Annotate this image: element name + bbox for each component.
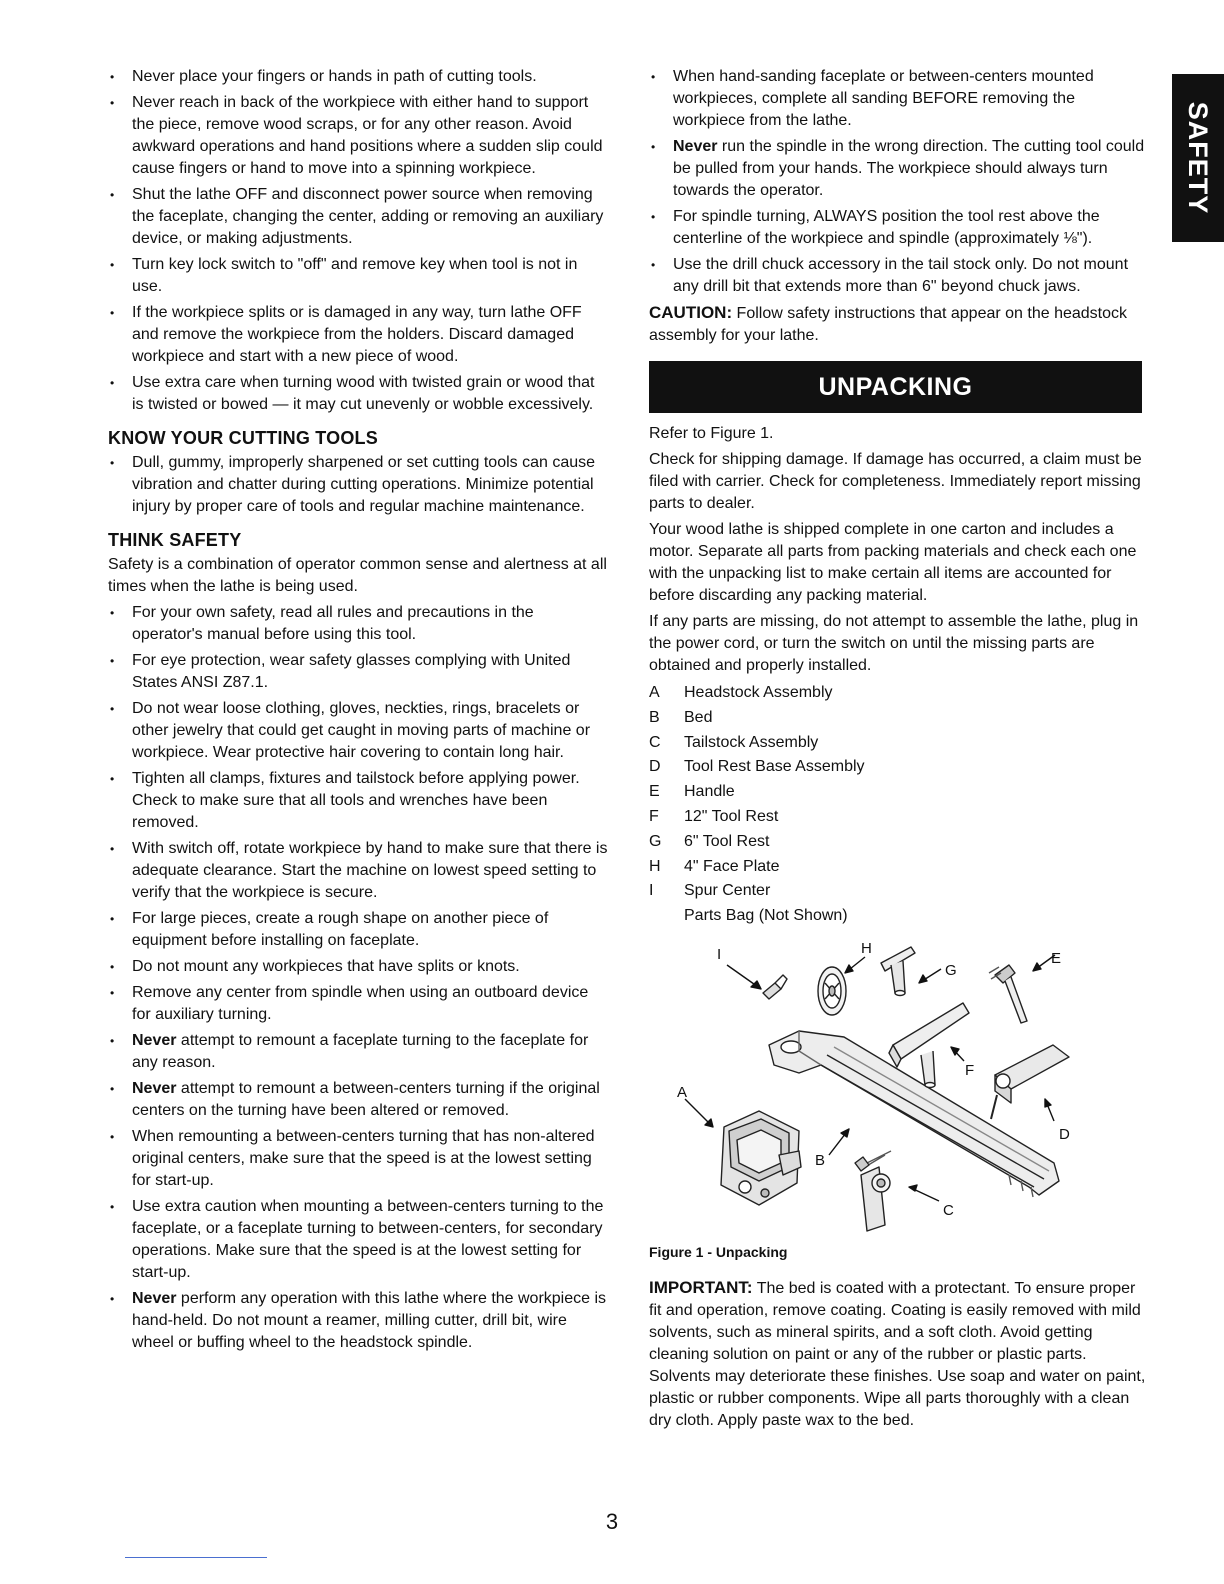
figure-label-c: C: [943, 1201, 954, 1219]
bullet-text: Remove any center from spindle when using an outboard device for auxiliary turning.: [132, 984, 589, 1023]
bullet-text: If the workpiece splits or is damaged in any way, turn lathe OFF and remove the workpiece from the holders. Discard damaged workpiece and start with a new piece of wood.: [132, 304, 582, 365]
part-letter: H: [649, 857, 661, 875]
safety-tab-label: SAFETY: [1183, 101, 1213, 215]
bullet-item: [649, 66, 1149, 132]
bullet-item: [108, 302, 608, 368]
safety-section-tab: [1172, 74, 1224, 242]
part-letter: A: [649, 684, 660, 701]
bullet-item: [108, 1196, 608, 1284]
handle-drawing: [989, 965, 1027, 1023]
figure-label-h: H: [861, 939, 872, 957]
tool-rest-base-drawing: [991, 1045, 1069, 1119]
parts-list-item: [649, 706, 1149, 731]
general-safety-list: [108, 66, 608, 416]
part-name: 4" Face Plate: [684, 857, 780, 875]
left-column: [108, 66, 608, 1358]
figure-label-i: I: [717, 945, 722, 963]
bullet-text: Do not mount any workpieces that have splits or knots.: [132, 958, 520, 975]
parts-list-item: [649, 681, 1149, 706]
important-text: The bed is coated with a protectant. To ensure proper fit and operation, remove coating. Coating is easily removed with mild solvents, such as mineral spirits, and a soft cloth. Avoid getting cleaning solution on paint or any of the rubber or plastic parts. Solvents may deteriorate these finishes. Use soap and water on paint, plastic or rubber components. Wipe all parts thoroughly with a clean dry cloth. Apply paste wax to the bed.: [649, 1279, 1146, 1429]
figure-label-b: B: [815, 1151, 826, 1169]
part-name: Spur Center: [684, 882, 771, 900]
part-letter: G: [649, 832, 662, 850]
unpacking-paragraph: If any parts are missing, do not attempt to assemble the lathe, plug in the power cord, or turn the switch on until the missing parts are obtained and properly installed.: [649, 613, 1139, 674]
bullet-item: [108, 1288, 608, 1354]
bullet-item: [108, 372, 608, 416]
parts-list-item: [649, 855, 1149, 880]
unpacking-paragraph: Check for shipping damage. If damage has occurred, a claim must be filed with carrier. Check for completeness. Immediately report missing parts to dealer.: [649, 451, 1142, 512]
bullet-item: [108, 838, 608, 904]
bullet-text: attempt to remount a between-centers turning if the original centers on the turning have been altered or removed.: [132, 1080, 600, 1119]
unpacking-paragraphs: [649, 423, 1149, 677]
bullet-text: Use extra caution when mounting a between-centers turning to the faceplate, or a faceplate turning to between-centers, for secondary operations. Make sure that the speed is at the lowest setting for start-up.: [132, 1198, 604, 1281]
headstock-drawing: [721, 1111, 801, 1205]
tailstock-drawing: [855, 1151, 891, 1231]
bullet-item: [108, 1030, 608, 1074]
figure-label-d: D: [1059, 1125, 1070, 1143]
parts-list-item: [649, 731, 1149, 756]
figure-label-g: G: [945, 961, 957, 979]
bullet-item: [108, 982, 608, 1026]
operation-safety-list: [649, 66, 1149, 298]
part-name: 6" Tool Rest: [684, 832, 770, 850]
bullet-item: [649, 136, 1149, 202]
bullet-item: [108, 908, 608, 952]
think-safety-list: [108, 602, 608, 1354]
bullet-lead-word: Never: [132, 1080, 177, 1097]
bullet-item: [108, 768, 608, 834]
bullet-item: [108, 452, 608, 518]
bullet-text: run the spindle in the wrong direction. The cutting tool could be pulled from your hands. The workpiece should always turn towards the operator.: [673, 138, 1145, 199]
footer-rule: [125, 1557, 267, 1558]
spur-center-drawing: [763, 975, 787, 999]
lathe-parts-illustration: [649, 935, 1142, 1255]
bullet-text: perform any operation with this lathe where the workpiece is hand-held. Do not mount a reamer, milling cutter, drill bit, wire wheel or buffing wheel to the headstock spindle.: [132, 1290, 607, 1351]
bullet-item: [108, 602, 608, 646]
bullet-item: [108, 1078, 608, 1122]
part-letter: I: [649, 882, 654, 900]
unpacking-paragraph: Refer to Figure 1.: [649, 425, 774, 442]
unpacking-paragraph: Your wood lathe is shipped complete in one carton and includes a motor. Separate all parts from packing materials and check each one with the unpacking list to make certain all items are accounted for before discarding any packing material.: [649, 521, 1137, 604]
page-number: 3: [605, 1509, 619, 1534]
part-letter: F: [649, 807, 659, 825]
bullet-item: [108, 92, 608, 180]
caution-note: [649, 302, 1149, 347]
bullet-item: [649, 206, 1149, 250]
bullet-text: Do not wear loose clothing, gloves, neckties, rings, bracelets or other jewelry that could get caught in moving parts of machine or workpiece. Wear protective hair covering to contain long hair.: [132, 700, 591, 761]
bullet-text: Use extra care when turning wood with twisted grain or wood that is twisted or bowed — it may cut unevenly or wobble excessively.: [132, 374, 595, 413]
bullet-item: [108, 254, 608, 298]
part-letter: B: [649, 708, 660, 726]
parts-list: [649, 681, 1149, 929]
bullet-item: [108, 956, 608, 978]
important-label: IMPORTANT:: [649, 1277, 753, 1297]
parts-list-item: [649, 830, 1149, 855]
figure-label-e: E: [1051, 949, 1062, 967]
parts-list-item: [649, 904, 1149, 929]
figure-caption: Figure 1 - Unpacking: [649, 1243, 788, 1260]
bullet-text: Never reach in back of the workpiece with either hand to support the piece, remove wood scraps, or for any other reason. Avoid awkward operations and hand positions where a sudden slip could cause fingers or hand to move into a spinning workpiece.: [132, 94, 603, 177]
bullet-text: Use the drill chuck accessory in the tail stock only. Do not mount any drill bit that extends more than 6" beyond chuck jaws.: [673, 256, 1129, 295]
bullet-item: [108, 698, 608, 764]
figure-1-unpacking: [649, 935, 1142, 1255]
think-safety-intro: Safety is a combination of operator common sense and alertness at all times when the lathe is being used.: [108, 556, 607, 595]
bullet-text: When hand-sanding faceplate or between-centers mounted workpieces, complete all sanding BEFORE removing the workpiece from the lathe.: [673, 68, 1094, 129]
cutting-tools-list: [108, 452, 608, 518]
think-safety-heading: THINK SAFETY: [108, 530, 242, 550]
caution-label: CAUTION:: [649, 303, 733, 322]
part-name: 12" Tool Rest: [684, 807, 779, 825]
bullet-item: [649, 254, 1149, 298]
bullet-lead-word: Never: [132, 1290, 177, 1307]
figure-label-f: F: [965, 1061, 975, 1079]
bullet-text: Turn key lock switch to "off" and remove key when tool is not in use.: [132, 256, 578, 295]
bullet-text: Tighten all clamps, fixtures and tailstock before applying power. Check to make sure that all tools and wrenches have been removed.: [132, 770, 580, 831]
faceplate-drawing: [818, 967, 846, 1015]
bullet-text: Dull, gummy, improperly sharpened or set cutting tools can cause vibration and chatter during cutting operations. Minimize potential injury by proper care of tools and regular machine maintenance.: [132, 454, 596, 515]
part-name: Bed: [684, 708, 713, 726]
part-name: Parts Bag (Not Shown): [684, 907, 848, 925]
bullet-text: attempt to remount a faceplate turning to the faceplate for any reason.: [132, 1032, 589, 1071]
parts-list-item: [649, 805, 1149, 830]
right-column: [649, 66, 1149, 1436]
unpacking-banner: UNPACKING: [649, 361, 1142, 413]
parts-list-item: [649, 755, 1149, 780]
bullet-text: For your own safety, read all rules and precautions in the operator's manual before using this tool.: [132, 604, 534, 643]
part-name: Headstock Assembly: [684, 684, 833, 701]
bullet-text: For spindle turning, ALWAYS position the tool rest above the centerline of the workpiece and spindle (approximately ⅛").: [673, 208, 1100, 247]
part-name: Handle: [684, 783, 735, 801]
important-note: [649, 1277, 1149, 1432]
bullet-lead-word: Never: [673, 138, 718, 155]
six-inch-tool-rest-drawing: [881, 947, 915, 996]
bullet-item: [108, 650, 608, 694]
bullet-item: [108, 66, 608, 88]
bullet-text: Shut the lathe OFF and disconnect power source when removing the faceplate, changing the center, adding or removing an auxiliary device, or making adjustments.: [132, 186, 604, 247]
parts-list-item: [649, 879, 1149, 904]
part-letter: E: [649, 783, 660, 801]
bullet-item: [108, 184, 608, 250]
part-letter: D: [649, 758, 661, 776]
bullet-text: For eye protection, wear safety glasses complying with United States ANSI Z87.1.: [132, 652, 571, 691]
bullet-text: When remounting a between-centers turning that has non-altered original centers, make sure that the speed is at the lowest setting for start-up.: [132, 1128, 595, 1189]
bullet-item: [108, 1126, 608, 1192]
part-letter: [649, 904, 684, 929]
part-letter: C: [649, 733, 661, 751]
part-name: Tool Rest Base Assembly: [684, 758, 865, 776]
bullet-text: For large pieces, create a rough shape on another piece of equipment before installing on faceplate.: [132, 910, 549, 949]
bullet-text: With switch off, rotate workpiece by hand to make sure that there is adequate clearance. Start the machine on lowest speed setting to verify that the workpiece is secure.: [132, 840, 608, 901]
lathe-bed-drawing: [769, 1031, 1059, 1197]
know-your-cutting-tools-heading: KNOW YOUR CUTTING TOOLS: [108, 428, 378, 448]
part-name: Tailstock Assembly: [684, 733, 819, 751]
bullet-text: Never place your fingers or hands in path of cutting tools.: [132, 68, 537, 85]
parts-list-item: [649, 780, 1149, 805]
figure-label-a: A: [677, 1083, 688, 1101]
bullet-lead-word: Never: [132, 1032, 177, 1049]
caution-text: Follow safety instructions that appear on the headstock assembly for your lathe.: [649, 305, 1127, 344]
